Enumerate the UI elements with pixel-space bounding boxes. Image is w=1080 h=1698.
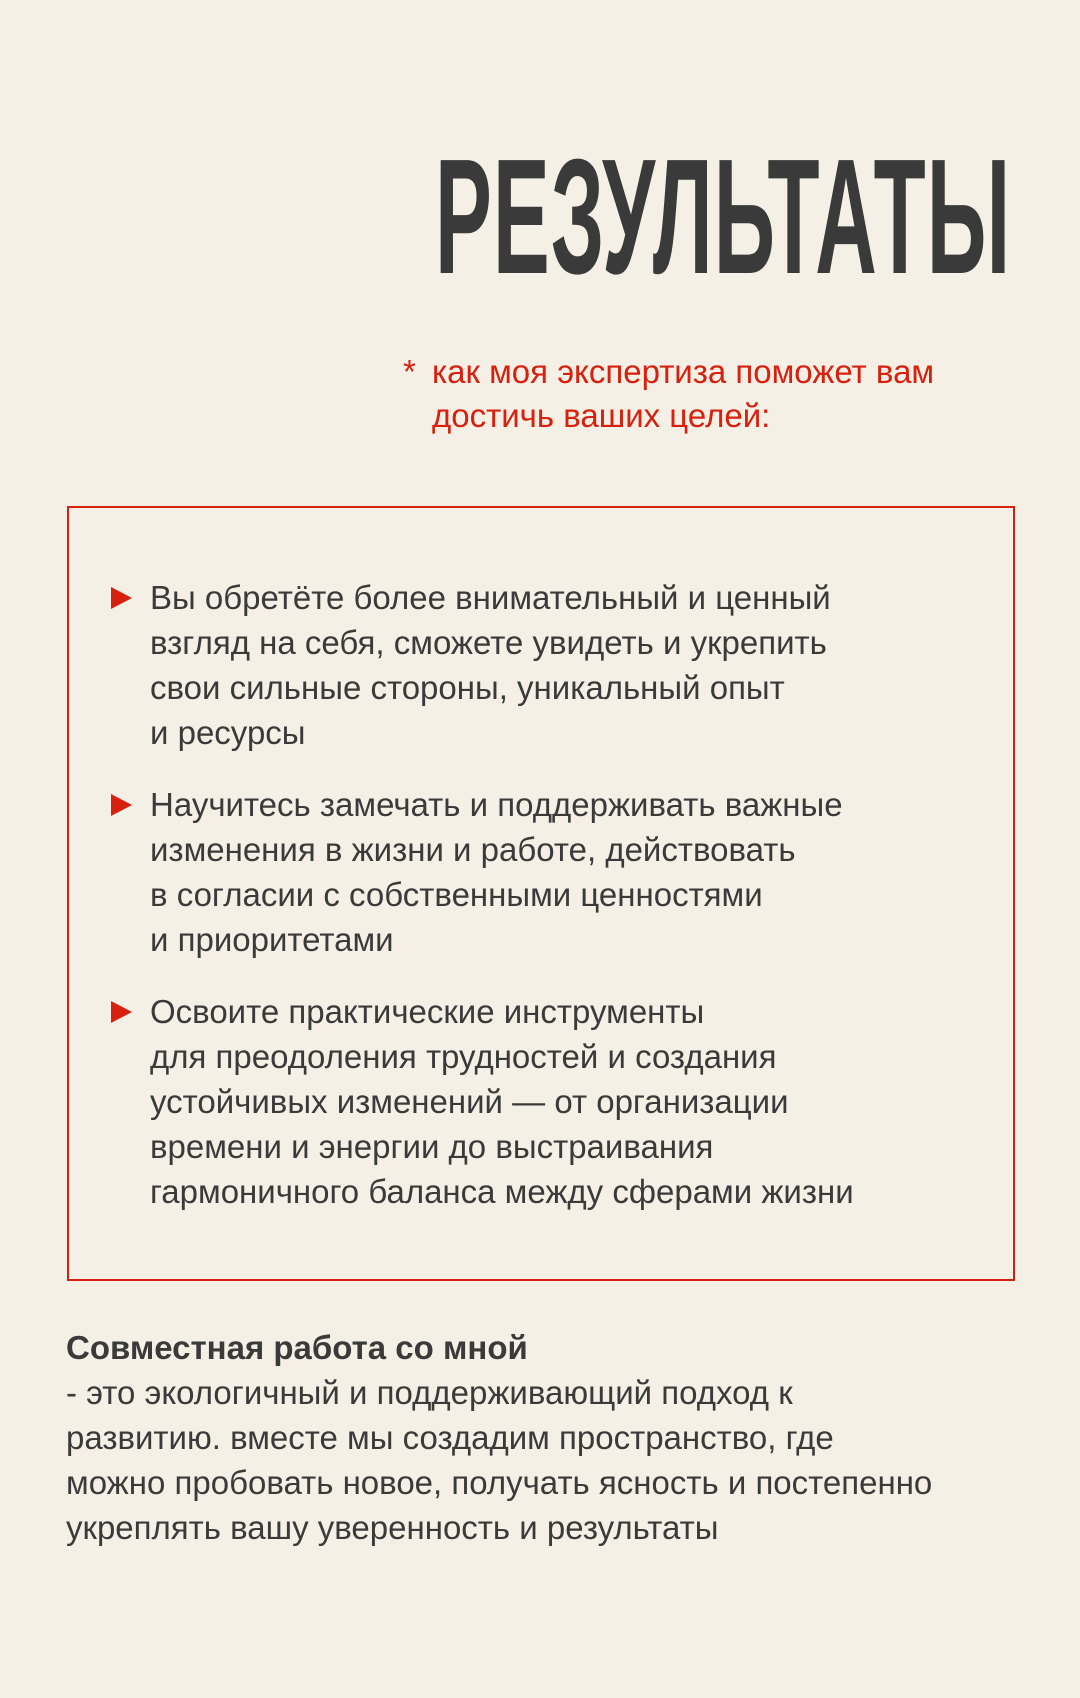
- list-item-text: [150, 575, 831, 755]
- text-line: и ресурсы: [150, 714, 306, 751]
- triangle-right-icon: [111, 989, 150, 1034]
- text-line: можно пробовать новое, получать ясность и постепенно: [66, 1464, 933, 1501]
- text-line: устойчивых изменений — от организации: [150, 1083, 789, 1120]
- text-line: взгляд на себя, сможете увидеть и укрепить: [150, 624, 827, 661]
- list-item: [111, 989, 854, 1214]
- subtitle: [403, 350, 934, 438]
- list-item-text: [150, 782, 843, 962]
- closing-paragraph: [66, 1325, 932, 1550]
- text-line: в согласии с собственными ценностями: [150, 876, 763, 913]
- list-item: [111, 782, 854, 962]
- subtitle-line-1: [403, 350, 934, 394]
- text-line: укреплять вашу уверенность и результаты: [66, 1509, 719, 1546]
- subtitle-text: как моя экспертиза поможет вам: [432, 353, 935, 390]
- triangle-right-icon: [111, 575, 150, 620]
- text-line: времени и энергии до выстраивания: [150, 1128, 714, 1165]
- subtitle-line-2: достичь ваших целей:: [432, 397, 771, 434]
- list-item: [111, 575, 854, 755]
- text-line: Научитесь замечать и поддерживать важные: [150, 786, 843, 823]
- text-line: развитию. вместе мы создадим пространство, где: [66, 1419, 834, 1456]
- triangle-right-icon: [111, 782, 150, 827]
- closing-heading: Совместная работа со мной: [66, 1329, 528, 1366]
- results-list: [111, 575, 854, 1241]
- text-line: Освоите практические инструменты: [150, 993, 705, 1030]
- page-title: РЕЗУЛЬТАТЫ: [434, 125, 1011, 308]
- text-line: для преодоления трудностей и создания: [150, 1038, 777, 1075]
- text-line: свои сильные стороны, уникальный опыт: [150, 669, 785, 706]
- text-line: гармоничного баланса между сферами жизни: [150, 1173, 854, 1210]
- text-line: и приоритетами: [150, 921, 394, 958]
- results-box: [67, 506, 1015, 1281]
- text-line: изменения в жизни и работе, действовать: [150, 831, 796, 868]
- asterisk-icon: *: [403, 353, 416, 390]
- text-line: Вы обретёте более внимательный и ценный: [150, 579, 831, 616]
- text-line: - это экологичный и поддерживающий подход к: [66, 1374, 793, 1411]
- list-item-text: [150, 989, 854, 1214]
